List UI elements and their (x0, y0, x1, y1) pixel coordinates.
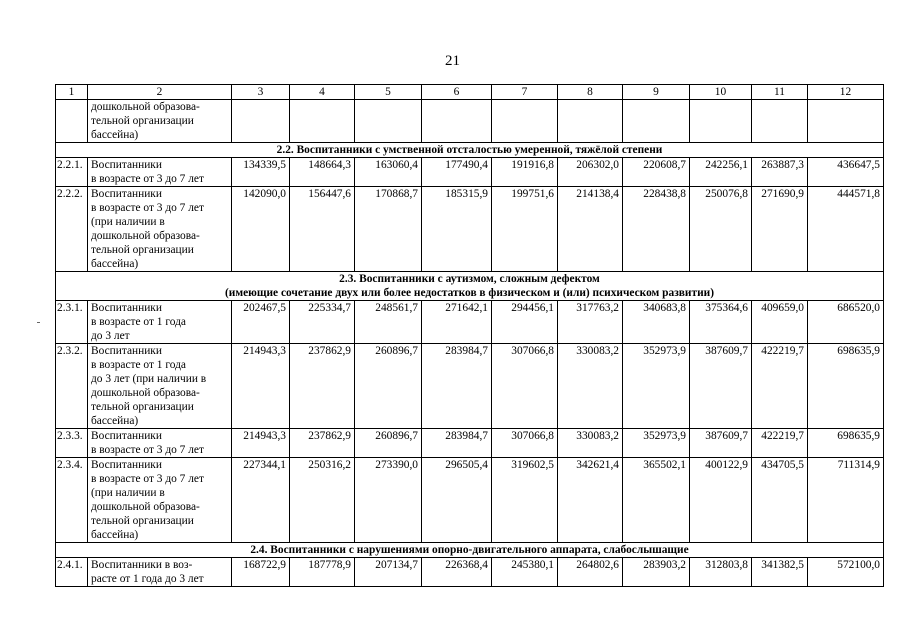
column-header: 9 (623, 85, 690, 100)
value-cell: 206302,0 (558, 158, 623, 187)
description-line: бассейна) (91, 258, 139, 270)
value-cell: 260896,7 (355, 344, 422, 429)
value-cell: 317763,2 (558, 301, 623, 344)
column-header: 5 (355, 85, 422, 100)
value-cell: 294456,1 (492, 301, 558, 344)
description-line: Воспитанники (91, 345, 162, 357)
value-cell (290, 100, 355, 143)
column-header: 6 (422, 85, 492, 100)
description-line: тельной организации (91, 115, 194, 127)
value-cell: 352973,9 (623, 429, 690, 458)
value-cell: 698635,9 (808, 344, 884, 429)
value-cell: 572100,0 (808, 558, 884, 587)
description-line: в возрасте от 3 до 7 лет (91, 202, 204, 214)
description-line: Воспитанники (91, 302, 162, 314)
value-cell: 187778,9 (290, 558, 355, 587)
margin-mark (37, 322, 40, 323)
value-cell: 444571,8 (808, 187, 884, 272)
description-line: бассейна) (91, 529, 139, 541)
column-header: 8 (558, 85, 623, 100)
description-line: Воспитанники (91, 430, 162, 442)
data-row (56, 301, 884, 344)
description-line: тельной организации (91, 244, 194, 256)
row-code: 2.2.1. (56, 158, 88, 187)
value-cell: 330083,2 (558, 344, 623, 429)
column-header: 1 (56, 85, 88, 100)
description-line: Воспитанники (91, 188, 162, 200)
value-cell: 263887,3 (752, 158, 808, 187)
section-title (56, 143, 884, 158)
description-line: в возрасте от 3 до 7 лет (91, 173, 204, 185)
row-description (88, 301, 232, 344)
value-cell: 319602,5 (492, 458, 558, 543)
description-line: Воспитанники (91, 459, 162, 471)
header-row (56, 85, 884, 100)
value-cell: 214943,3 (232, 429, 290, 458)
value-cell: 307066,8 (492, 429, 558, 458)
value-cell: 365502,1 (623, 458, 690, 543)
value-cell: 283903,2 (623, 558, 690, 587)
value-cell (558, 100, 623, 143)
value-cell: 409659,0 (752, 301, 808, 344)
value-cell: 434705,5 (752, 458, 808, 543)
value-cell: 422219,7 (752, 344, 808, 429)
value-cell: 170868,7 (355, 187, 422, 272)
value-cell: 698635,9 (808, 429, 884, 458)
value-cell: 220608,7 (623, 158, 690, 187)
value-cell: 264802,6 (558, 558, 623, 587)
value-cell: 387609,7 (690, 429, 752, 458)
description-line: до 3 лет (при наличии в (91, 373, 207, 385)
value-cell: 387609,7 (690, 344, 752, 429)
value-cell: 400122,9 (690, 458, 752, 543)
row-code: 2.2.2. (56, 187, 88, 272)
row-code: 2.3.3. (56, 429, 88, 458)
description-line: в возрасте от 1 года (91, 359, 186, 371)
value-cell (232, 100, 290, 143)
row-code: 2.4.1. (56, 558, 88, 587)
section-title-line: 2.2. Воспитанники с умственной отсталостью умеренной, тяжёлой степени (276, 144, 663, 156)
description-line: бассейна) (91, 415, 139, 427)
value-cell: 207134,7 (355, 558, 422, 587)
value-cell: 225334,7 (290, 301, 355, 344)
column-header: 2 (88, 85, 232, 100)
row-description (88, 158, 232, 187)
value-cell: 271642,1 (422, 301, 492, 344)
section-title-line: 2.3. Воспитанники с аутизмом, сложным дефектом (339, 273, 600, 285)
row-code: 2.3.2. (56, 344, 88, 429)
value-cell: 227344,1 (232, 458, 290, 543)
column-header: 10 (690, 85, 752, 100)
column-header: 4 (290, 85, 355, 100)
data-row (56, 344, 884, 429)
description-line: дошкольной образова- (91, 101, 200, 113)
continuation-row (56, 100, 884, 143)
value-cell: 142090,0 (232, 187, 290, 272)
value-cell: 422219,7 (752, 429, 808, 458)
value-cell: 330083,2 (558, 429, 623, 458)
value-cell: 436647,5 (808, 158, 884, 187)
value-cell: 226368,4 (422, 558, 492, 587)
value-cell: 250316,2 (290, 458, 355, 543)
description-line: Воспитанники (91, 159, 162, 171)
row-code (56, 100, 88, 143)
data-row (56, 429, 884, 458)
value-cell: 214943,3 (232, 344, 290, 429)
value-cell: 312803,8 (690, 558, 752, 587)
value-cell: 283984,7 (422, 429, 492, 458)
description-line: тельной организации (91, 401, 194, 413)
section-row (56, 272, 884, 301)
section-title (56, 543, 884, 558)
value-cell: 242256,1 (690, 158, 752, 187)
value-cell (422, 100, 492, 143)
value-cell (690, 100, 752, 143)
description-line: тельной организации (91, 515, 194, 527)
value-cell (623, 100, 690, 143)
column-header: 12 (808, 85, 884, 100)
value-cell: 342621,4 (558, 458, 623, 543)
value-cell: 202467,5 (232, 301, 290, 344)
value-cell: 296505,4 (422, 458, 492, 543)
table-body (56, 85, 884, 587)
description-line: дошкольной образова- (91, 387, 200, 399)
value-cell: 237862,9 (290, 429, 355, 458)
value-cell: 199751,6 (492, 187, 558, 272)
description-line: (при наличии в (91, 216, 165, 228)
row-description (88, 458, 232, 543)
section-title-line: (имеющие сочетание двух или более недостатков в физическом и (или) психическом развитии) (224, 287, 715, 299)
value-cell: 686520,0 (808, 301, 884, 344)
value-cell (355, 100, 422, 143)
column-header: 3 (232, 85, 290, 100)
value-cell: 134339,5 (232, 158, 290, 187)
description-line: расте от 1 года до 3 лет (91, 573, 204, 585)
value-cell: 271690,9 (752, 187, 808, 272)
row-description (88, 100, 232, 143)
value-cell: 307066,8 (492, 344, 558, 429)
value-cell: 228438,8 (623, 187, 690, 272)
tariff-table (55, 84, 884, 587)
value-cell: 245380,1 (492, 558, 558, 587)
value-cell (808, 100, 884, 143)
data-row (56, 187, 884, 272)
value-cell: 283984,7 (422, 344, 492, 429)
description-line: в возрасте от 3 до 7 лет (91, 444, 204, 456)
value-cell: 163060,4 (355, 158, 422, 187)
value-cell: 341382,5 (752, 558, 808, 587)
value-cell: 177490,4 (422, 158, 492, 187)
value-cell: 375364,6 (690, 301, 752, 344)
description-line: дошкольной образова- (91, 501, 200, 513)
value-cell: 352973,9 (623, 344, 690, 429)
section-title-line: 2.4. Воспитанники с нарушениями опорно-двигательного аппарата, слабослышащие (250, 544, 689, 556)
description-line: до 3 лет (91, 330, 130, 342)
value-cell (752, 100, 808, 143)
description-line: дошкольной образова- (91, 230, 200, 242)
value-cell: 191916,8 (492, 158, 558, 187)
value-cell: 168722,9 (232, 558, 290, 587)
value-cell: 260896,7 (355, 429, 422, 458)
description-line: Воспитанники в воз- (91, 559, 193, 571)
column-header: 7 (492, 85, 558, 100)
data-row (56, 158, 884, 187)
value-cell: 340683,8 (623, 301, 690, 344)
value-cell: 273390,0 (355, 458, 422, 543)
description-line: в возрасте от 1 года (91, 316, 186, 328)
row-description (88, 558, 232, 587)
description-line: (при наличии в (91, 487, 165, 499)
row-code: 2.3.4. (56, 458, 88, 543)
row-description (88, 187, 232, 272)
value-cell: 214138,4 (558, 187, 623, 272)
value-cell: 156447,6 (290, 187, 355, 272)
row-description (88, 344, 232, 429)
section-row (56, 543, 884, 558)
section-title (56, 272, 884, 301)
column-header: 11 (752, 85, 808, 100)
row-code: 2.3.1. (56, 301, 88, 344)
page-number: 21 (445, 53, 460, 69)
value-cell: 185315,9 (422, 187, 492, 272)
value-cell: 711314,9 (808, 458, 884, 543)
value-cell: 250076,8 (690, 187, 752, 272)
description-line: бассейна) (91, 129, 139, 141)
value-cell: 248561,7 (355, 301, 422, 344)
value-cell: 148664,3 (290, 158, 355, 187)
description-line: в возрасте от 3 до 7 лет (91, 473, 204, 485)
value-cell: 237862,9 (290, 344, 355, 429)
value-cell (492, 100, 558, 143)
data-row (56, 458, 884, 543)
data-row (56, 558, 884, 587)
section-row (56, 143, 884, 158)
row-description (88, 429, 232, 458)
